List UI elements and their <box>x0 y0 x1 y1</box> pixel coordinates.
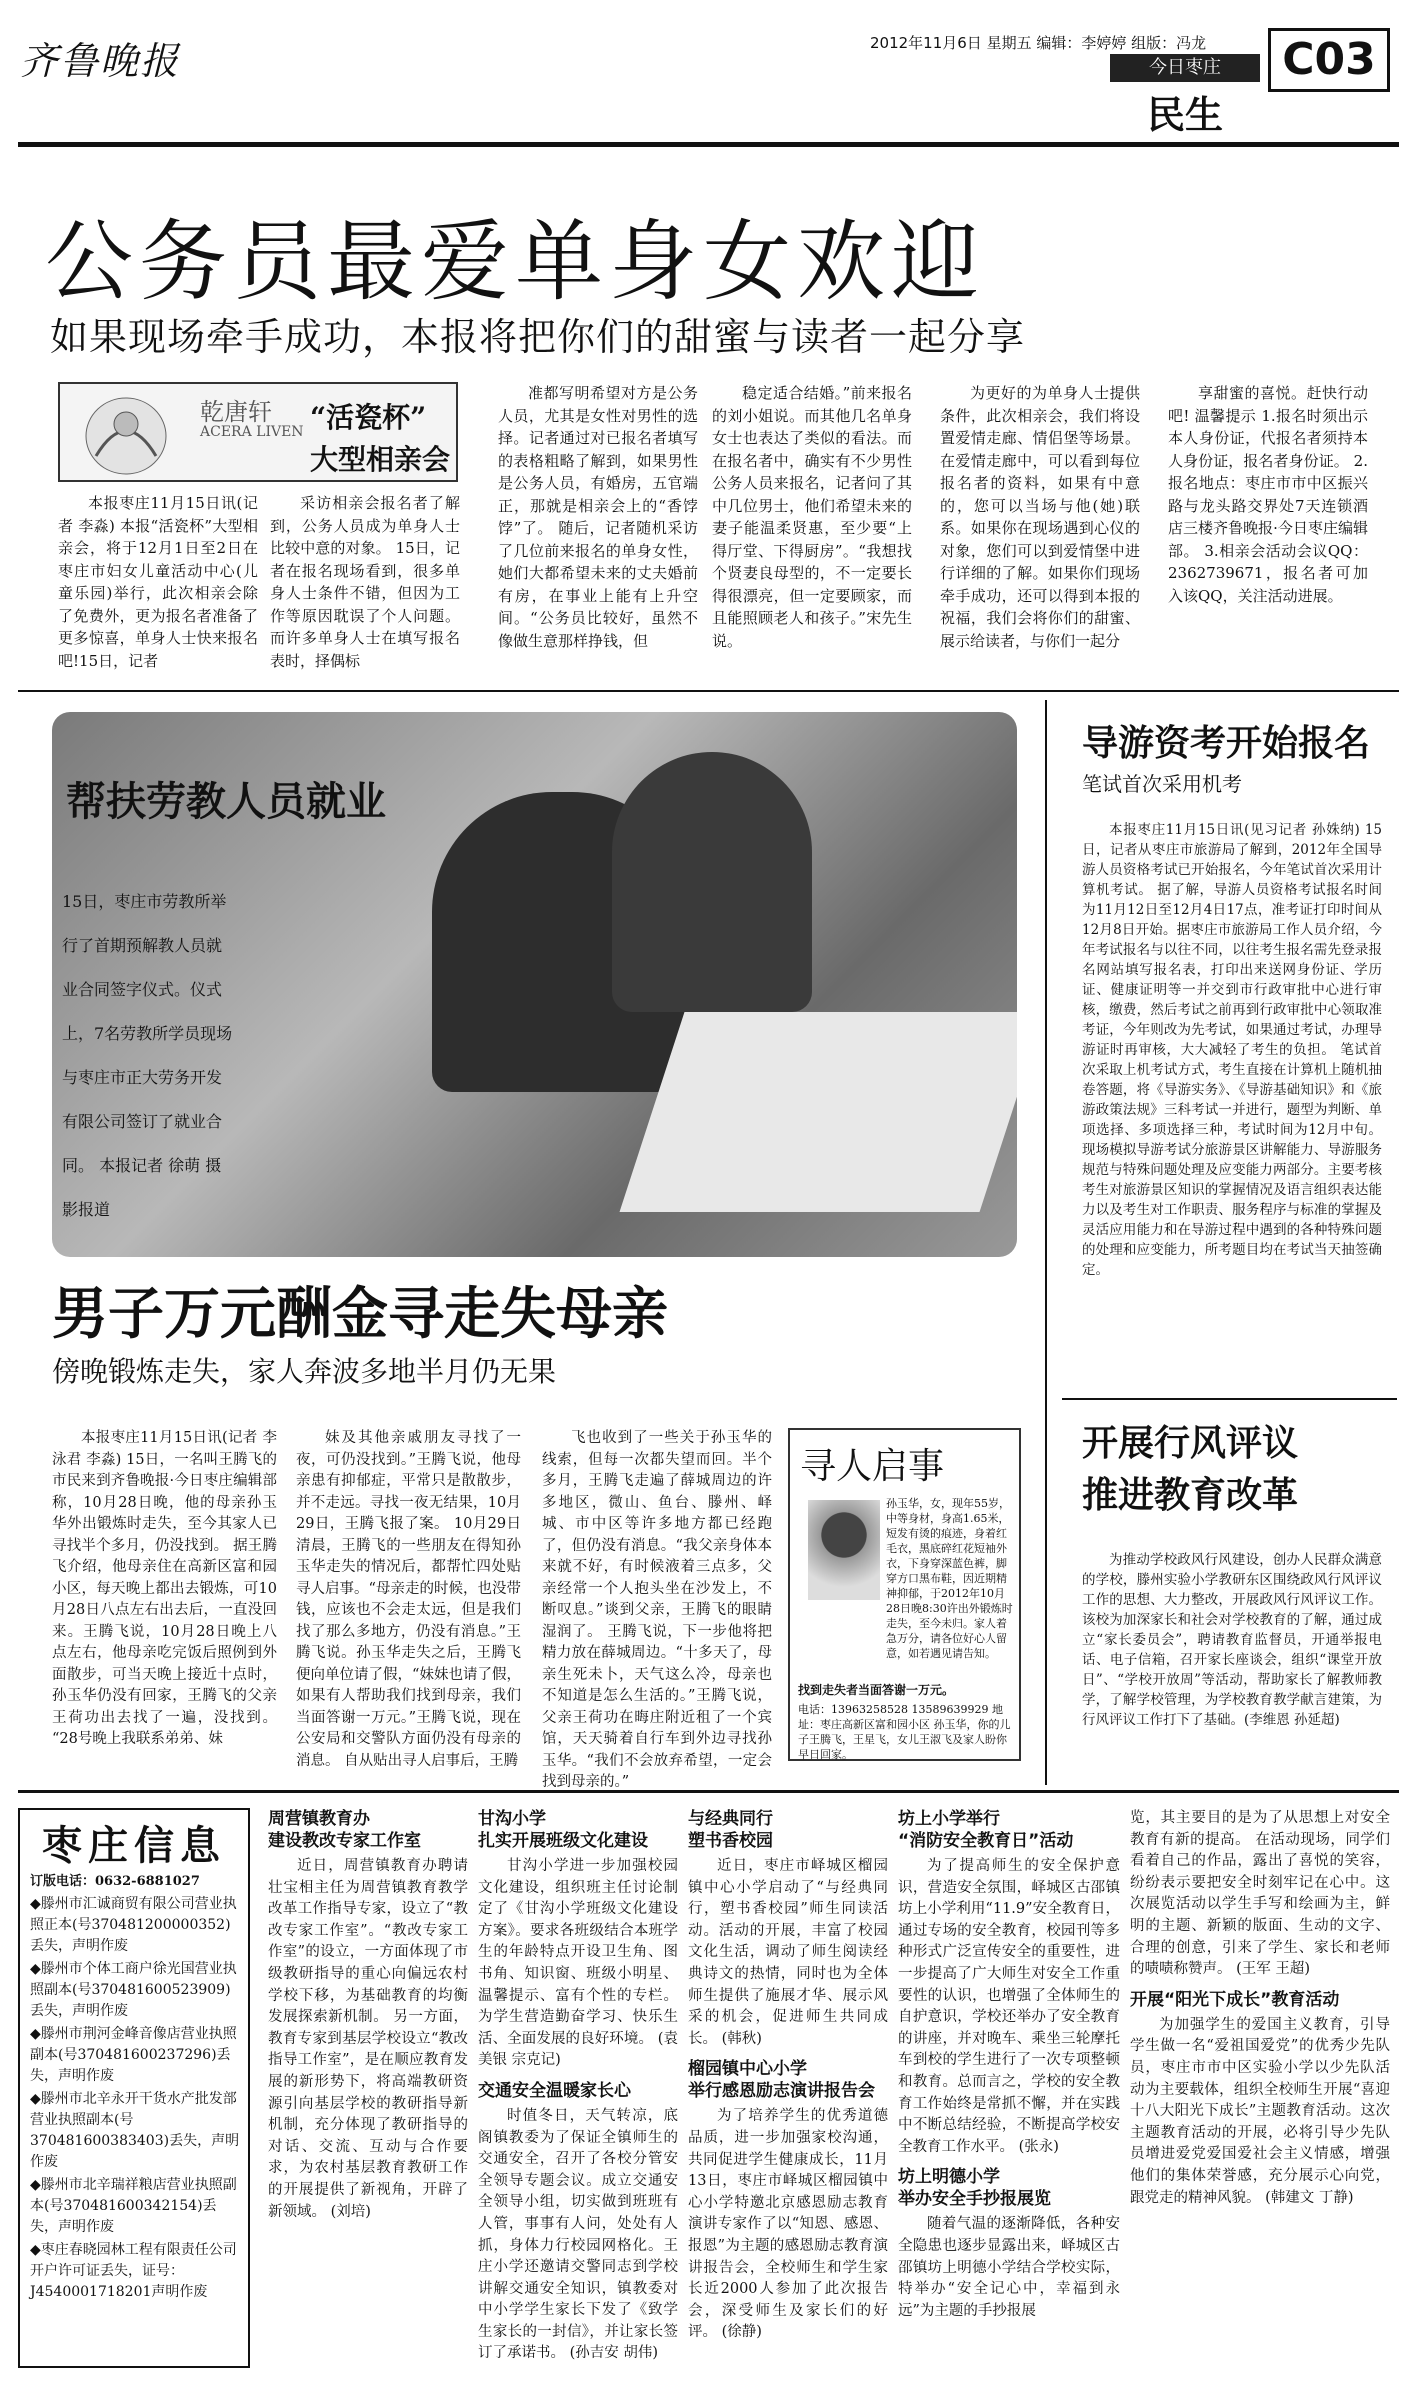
column-rule <box>1045 700 1047 1785</box>
section-rule-3 <box>18 1790 1399 1793</box>
story2-col3: 飞也收到了一些关于孙玉华的线索，但每一次都失望而回。半个多月，王腾飞走遍了薛城周边的许多地区，微山、鱼台、滕州、峄城、市中区等许多地方都已经跑了，但仍没有消息。“我父亲身体本来就不好，有时候液着三点多，父亲经常一个人抱头坐在沙发上，不断叹息。”谈到父亲，王腾飞的眼睛湿润了。 王腾飞说，下一步他将把精力放在薛城周边。“十多天了，母亲生死未卜，天气这么冷，母亲也不知道是怎么生活的。”王腾飞说，父亲王荷功在晦庄附近租了一个宾馆，天天骑着自行车到外边寻找孙玉华。“我们不会放弃希望，一定会找到母亲的。” <box>542 1430 772 1790</box>
story1-col6: 享甜蜜的喜悦。赶快行动吧! 温馨提示 1.报名时须出示本人身份证，代报名者须持本人身份证，报名者身份证。 2.报名地点：枣庄市市中区振兴路与龙头路交界处7天连锁酒店三楼齐鲁晚报·今日枣庄编辑部。 3.相亲会活动会议QQ：2362739671，报名者可加入该QQ，关注活动进展。 <box>1168 384 1368 605</box>
header-section-name: 民生 <box>1146 93 1223 137</box>
headline-4-line1: 开展行风评议 <box>1082 1423 1299 1464</box>
brief-c2-title: 榴园镇中心小学 举行感恩励志演讲报告会 <box>688 2059 875 2102</box>
classifieds-list <box>30 1894 242 2305</box>
brief-b2-body: 时值冬日，天气转凉，底阁镇教委为了保证全镇师生的交通安全，召开了各校分管安全领导专题会议。成立交通安全领导小组，切实做到班班有人管，事事有人问，处处有人抓，身体力行校园网格化。王庄小学还邀请交警同志到学校讲解交通安全知识，镇教委对中小学学生家长下发了《致学生家长的一封信》，并让家长签订了承诺书。 (孙吉安 胡伟) <box>478 2107 678 2362</box>
header-section-bar: 今日枣庄 <box>1110 54 1260 82</box>
brief-b <box>478 1808 678 2365</box>
promo-title: “活瓷杯” <box>310 401 427 434</box>
story4-body: 为推动学校政风行风建设，创办人民群众满意的学校，滕州实验小学教研东区围绕政风行风评议工作的思想、大力整改，开展政风行风评议工作。 该校为加深家长和社会对学校教育的了解，通过成立“家长委员会”，聘请教育监督员，开通举报电话、电子信箱，召开家长座谈会，组织“课堂开放日”、“学校开放周”等活动，帮助家长了解教师教学，了解学校管理，为学校教育教学献言建策，为行风评议工作打下了基础。(李维恩 孙延超) <box>1082 1552 1382 1728</box>
brief-c-title: 与经典同行 塑书香校园 <box>688 1809 773 1851</box>
classifieds-title: 枣庄信息 <box>42 1823 226 1869</box>
portrait-photo <box>808 1500 880 1600</box>
subhead-3: 笔试首次采用机考 <box>1082 772 1242 796</box>
headline-4-line2: 推进教育改革 <box>1082 1475 1299 1516</box>
classified-item: ◆滕州市汇诚商贸有限公司营业执照正本(号370481200000352)丢失，声明作废 <box>30 1896 237 1954</box>
brief-d-title: 坊上小学举行 “消防安全教育日”活动 <box>898 1809 1074 1851</box>
brief-a-body: 近日，周营镇教育办聘请壮宝相主任为周营镇教育教学改革工作指导专家，设立了“教改专家工作室”。“教改专家工作室”的设立，一方面体现了市级教研指导的重心向偏远农村学校下移，为基础教育的均衡发展探索新机制。 另一方面，教育专家到基层学校设立“教改指导工作室”，是在顺应教育发展的新形势下，将高端教研资源引向基层学校的教研指导新机制，充分体现了教研指导的对话、交流、互动与合作要求，为农村基层教育教研工作的开展提供了新视角，开辟了新领域。 (刘培) <box>268 1858 468 2220</box>
section-rule-2 <box>1062 1398 1397 1400</box>
brief-b-body: 甘沟小学进一步加强校园文化建设，组织班主任讨论制定了《甘沟小学班级文化建设方案》。要求各班级结合本班学生的年龄特点开设卫生角、图书角、知识窗、班级小明星、温馨提示、富有个性的专栏。为学生营造勤奋学习、快乐生活、全面发展的良好环境。 (袁美银 宗克记) <box>478 1858 678 2069</box>
story2-col1: 本报枣庄11月15日讯(记者 李泳君 李淼) 15日，一名叫王腾飞的市民来到齐鲁晚报·今日枣庄编辑部称，10月28日晚，他的母亲孙玉华外出锻炼时走失，至今其家人已寻找半个多月，仍没找到。 据王腾飞介绍，他母亲住在高新区富和园小区，每天晚上都出去锻炼，可10月28日八点左右出去后，一直没回来。王腾飞说，10月28日晚上八点左右，他母亲吃完饭后照例到外面散步，可当天晚上接近十点时，孙玉华仍没有回家，王腾飞的父亲王荷功出去找了一遍，没找到。 “28号晚上我联系弟弟、妹 <box>52 1430 277 1747</box>
brief-a <box>268 1808 468 2223</box>
classified-item: ◆滕州市个体工商户徐光国营业执照副本(号370481600523909)丢失，声明作废 <box>30 1961 237 2019</box>
classified-item: ◆滕州市北辛永开干货水产批发部营业执照副本(号370481600383403)丢失，声明作废 <box>30 2091 240 2170</box>
classified-item: ◆滕州市荆河金峰音像店营业执照副本(号370481600237296)丢失，声明作废 <box>30 2026 237 2084</box>
page-number: C03 <box>1268 28 1390 92</box>
header-rule <box>18 142 1399 147</box>
brief-b-title: 甘沟小学 扎实开展班级文化建设 <box>478 1809 648 1851</box>
promo-subtitle: 大型相亲会 <box>310 443 451 476</box>
masthead-logo: 齐鲁晚报 <box>20 39 181 83</box>
notice-reward: 找到走失者当面答谢一万元。 <box>798 1683 955 1697</box>
story2-col2: 妹及其他亲戚朋友寻找了一夜，可仍没找到。”王腾飞说，他母亲患有抑郁症，平常只是散散步，并不走远。寻找一夜无结果，10月29日，王腾飞报了案。 10月29日清晨，王腾飞的一些朋友在得知孙玉华走失的情况后，都帮忙四处贴寻人启事。“母亲走的时候，也没带钱，应该也不会走太远，但是我们找了那么多地方，仍没有消息。”王腾飞说。孙玉华走失之后，王腾飞便向单位请了假，“妹妹也请了假，如果有人帮助我们找到母亲，我们当面答谢一万元。”王腾飞说，现在公安局和交警队方面仍没有母亲的消息。 自从贴出寻人启事后，王腾 <box>296 1430 521 1769</box>
notice-body: 孙玉华，女，现年55岁，中等身材，身高1.65米，短发有烫的痕迹，身着红毛衣，黑底碎红花短袖外衣，下身穿深蓝色裤，脚穿方口黑布鞋，因近期精神抑郁，于2012年10月28日晚8:30许出外锻炼时走失，至今未归。家人着急万分，请各位好心人留意，如若遇见请告知。 <box>886 1497 1013 1660</box>
classified-item: ◆枣庄春晓园林工程有限责任公司开户许可证丢失，证号：J4540001718201声明作废 <box>30 2242 237 2300</box>
headline-3: 导游资考开始报名 <box>1082 723 1371 764</box>
header-meta: 2012年11月6日 星期五 编辑：李婷婷 组版：冯龙 <box>870 34 1207 52</box>
headline-4 <box>1082 1418 1298 1522</box>
notice-title: 寻人启事 <box>800 1446 945 1487</box>
brief-c2-body: 为了培养学生的优秀道德品质，进一步加强家校沟通，共同促进学生健康成长，11月13日，枣庄市峄城区榴园镇中心小学特邀北京感恩励志教育演讲专家作了以“知恩、感恩、报恩”为主题的感恩励志教育演讲报告会，全校师生和学生家长近2000人参加了此次报告会，深受师生及家长们的好评。 (徐静) <box>688 2108 888 2341</box>
brief-d2-body: 随着气温的逐渐降低，各种安全隐患也逐步显露出来，峄城区古邵镇坊上明德小学结合学校实际，特举办“安全记心中，幸福到永远”为主题的手抄报展 <box>898 2216 1120 2319</box>
brief-e-body: 览，其主要目的是为了从思想上对安全教育有新的提高。 在活动现场，同学们看着自己的作品，露出了喜悦的笑容，纷纷表示要把安全时刻牢记在心中。这次展览活动以学生手写和绘画为主，鲜明的主题、新颖的版面、生动的文字、合理的创意，引来了学生、家长和老师的啧啧称赞声。 (王军 王超) <box>1130 1810 1390 1978</box>
story1-col2: 采访相亲会报名者了解到，公务人员成为单身人士比较中意的对象。 15日，记者在报名现场看到，很多单身人士条件不错，但因为工作等原因耽误了个人问题。而许多单身人士在填写报名表时，择偶标 <box>270 494 460 670</box>
photo-caption-title: 帮扶劳教人员就业 <box>66 779 386 825</box>
section-rule-1 <box>18 690 1399 692</box>
brief-e <box>1130 1808 1390 2209</box>
brief-e2-title: 开展“阳光下成长”教育活动 <box>1130 1989 1340 2010</box>
brief-a-title: 周营镇教育办 建设教改专家工作室 <box>268 1809 421 1851</box>
photo-caption-body: 15日，枣庄市劳教所举行了首期预解教人员就业合同签字仪式。仪式上，7名劳教所学员现场与枣庄市正大劳务开发有限公司签订了就业合同。 本报记者 徐萌 摄影报道 <box>62 892 233 1219</box>
headline-2: 男子万元酬金寻走失母亲 <box>52 1282 668 1347</box>
subhead-2: 傍晚锻炼走失，家人奔波多地半月仍无果 <box>52 1355 557 1388</box>
notice-contact: 电话：13963258528 13589639929 地址：枣庄高新区富和园小区 孙玉华，你的儿子王腾飞，王星飞，女儿王淑飞及家人盼你早日回家。 <box>798 1703 1011 1761</box>
classifieds-phone: 订版电话：0632-6881027 <box>30 1874 200 1889</box>
headline-1: 公务员最爱单身女欢迎 <box>45 210 986 313</box>
story3-body: 本报枣庄11月15日讯(见习记者 孙姝纳) 15日，记者从枣庄市旅游局了解到，2012年全国导游人员资格考试已开始报名，今年笔试首次采用计算机考试。 据了解，导游人员资格考试报名时间为11月12日至12月4日17点，准考证打印时间从12月8日开始。据枣庄市旅游局工作人员介绍，今年考试报名与以往不同，以往考生报名需先登录报名网站填写报名表，打印出来送网身份证、学历证、健康证明等一并交到市行政审批中心进行审核，缴费，然后考试之前再到行政审批中心领取准考证，今年则改为先考试，如果通过考试，办理导游证时再审核，大大减轻了考生的负担。 笔试首次采取上机考试方式，考生直接在计算机上随机抽卷答题，将《导游实务》、《导游基础知识》和《旅游政策法规》三科考试一并进行，题型为判断、单项选择、多项选择三种，考试时间为12月中旬。 现场模拟导游考试分旅游景区讲解能力、导游服务规范与特殊问题处理及应变能力两部分。主要考核考生对旅游景区知识的掌握情况及语言组织表达能力以及考生对工作职责、服务程序与标准的掌握及灵活应用能力和在导游过程中遇到的各种特殊问题的处理和应变能力，所考题目均在考试当天抽签确定。 <box>1082 822 1382 1278</box>
classifieds-box <box>18 1808 250 2368</box>
brief-c-body: 近日，枣庄市峄城区榴园镇中心小学启动了“与经典同行，塑书香校园”师生同读活动。活动的开展，丰富了校园文化生活，调动了师生阅读经典诗文的热情，同时也为全体师生提供了施展才华、展示风采的机会，促进师生共同成长。 (韩秋) <box>688 1858 888 2047</box>
brief-e2-body: 为加强学生的爱国主义教育，引导学生做一名“爱祖国爱党”的优秀少先队员，枣庄市市中区实验小学以少先队活动为主要载体，组织全校师生开展“喜迎十八大阳光下成长”主题教育活动。这次主题教育活动的开展，必将引导少先队员增进爱党爱国爱社会主义情感，增强他们的集体荣誉感，充分展示心向党，跟党走的精神风貌。 (韩建文 丁静) <box>1130 2016 1390 2206</box>
porcelain-figure-icon <box>66 386 186 482</box>
missing-person-notice <box>788 1428 1021 1761</box>
promo-brand-en: ACERA LIVEN <box>200 424 304 440</box>
story1-col3: 准都写明希望对方是公务人员，尤其是女性对男性的选择。记者通过对已报名者填写的表格粗略了解到，如果男性是公务人员，有婚房，五官端正，那就是相亲会上的“香饽饽”了。 随后，记者随机采访了几位前来报名的单身女性，她们大都希望未来的丈夫婚前有房，在事业上能有上升空间。“公务员比较好，虽然不像做生意那样挣钱，但 <box>498 384 698 650</box>
story1-col1: 本报枣庄11月15日讯(记者 李淼) 本报“活瓷杯”大型相亲会，将于12月1日至2日在枣庄市妇女儿童活动中心(儿童乐园)举行，此次相亲会除了免费外，更为报名者准备了更多惊喜，单身人士快来报名吧!15日，记者 <box>58 494 258 670</box>
brief-b2-title: 交通安全温暖家长心 <box>478 2080 631 2101</box>
story1-col5: 为更好的为单身人士提供条件，此次相亲会，我们将设置爱情走廊、情侣堡等场景。在爱情走廊中，可以看到每位报名者的资料，如果有中意的，您可以当场与他(她)联系。如果你在现场遇到心仪的对象，您们可以到爱情堡中进行详细的了解。如果你们现场牵手成功，还可以得到本报的祝福，我们会将你们的甜蜜、展示给读者，与你们一起分 <box>940 384 1140 650</box>
brief-d <box>898 1808 1120 2322</box>
promo-box <box>58 382 458 482</box>
brief-d2-title: 坊上明德小学 举办安全手抄报展览 <box>898 2167 1051 2210</box>
brief-c <box>688 1808 888 2344</box>
subhead-1: 如果现场牵手成功，本报将把你们的甜蜜与读者一起分享 <box>50 315 1026 359</box>
brief-d-body: 为了提高师生的安全保护意识，营造安全氛围，峄城区古邵镇坊上小学利用“11.9”安全教育日，通过专场的安全教育，校园刊等多种形式广泛宣传安全的重要性，进一步提高了广大师生对安全工作重要性的认识，也增强了全体师生的自护意识，学校还举办了安全教育的讲座，并对晚车、乘坐三轮摩托车到校的学生进行了一次专项整顿和教育。总而言之，学校的安全教育工作始终是常抓不懈，并在实践中不断总结经验，不断提高学校安全教育工作水平。 (张永) <box>898 1858 1120 2155</box>
story1-col4: 稳定适合结婚。”前来报名的刘小姐说。而其他几名单身女士也表达了类似的看法。而在报名者中，确实有不少男性公务人员来报名，记者问了其中几位男士，他们希望未来的妻子能温柔贤惠，至少要“上得厅堂、下得厨房”。“我想找个贤妻良母型的，不一定要长得很漂亮，但一定要顾家，而且能照顾老人和孩子。”宋先生说。 <box>712 384 912 650</box>
promo-brand: 乾唐轩 <box>200 398 272 426</box>
classified-item: ◆滕州市北辛瑞祥粮店营业执照副本(号370481600342154)丢失，声明作废 <box>30 2177 237 2235</box>
